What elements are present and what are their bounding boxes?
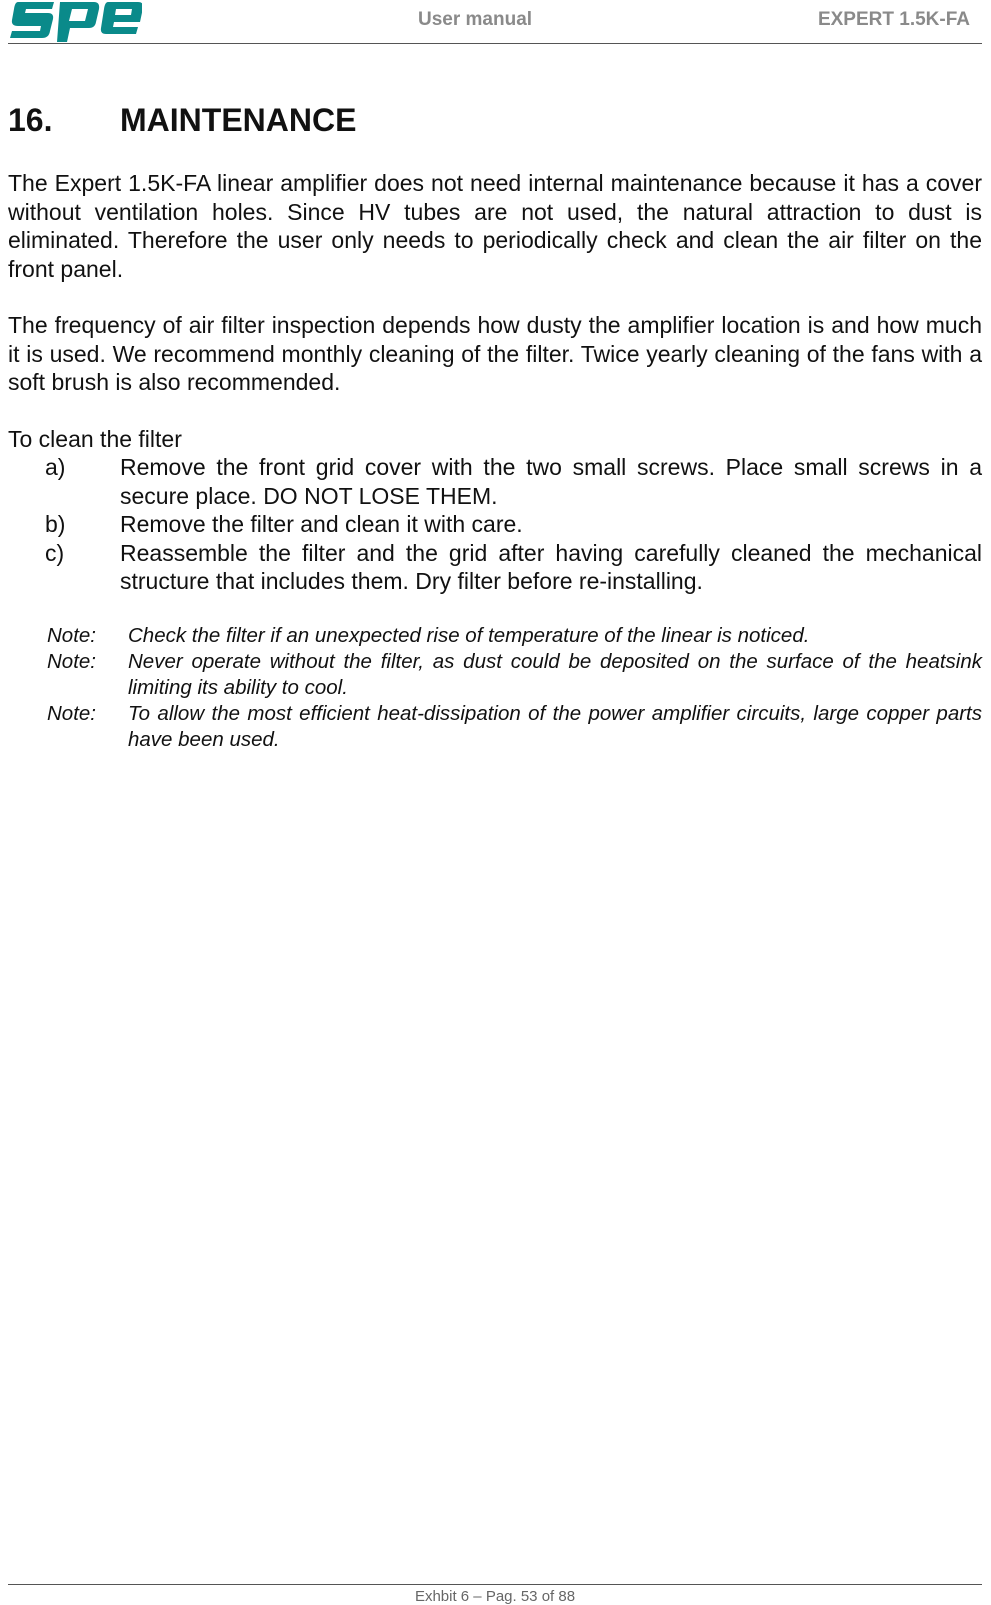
header-title: User manual — [418, 9, 533, 30]
notes-block — [8, 623, 982, 753]
page-content — [8, 98, 982, 753]
note-label: Note: — [47, 649, 96, 673]
note-item — [8, 701, 982, 753]
paragraph-intro: The Expert 1.5K-FA linear amplifier does not need internal maintenance because it has a cover without ventilation holes. Since HV tubes are not used, the natural attraction to dust is eliminated. Therefore the user only needs to periodically check and clean the air filter on the front panel. — [8, 170, 982, 282]
step-marker: a) — [45, 454, 66, 480]
step-text: Remove the filter and clean it with care. — [120, 511, 523, 537]
section-title: MAINTENANCE — [120, 102, 357, 138]
note-item — [8, 649, 982, 701]
section-number: 16. — [8, 102, 53, 138]
note-text: To allow the most efficient heat-dissipation of the power amplifier circuits, large copper parts have been used. — [128, 701, 982, 751]
list-item — [8, 510, 982, 539]
note-label: Note: — [47, 701, 96, 725]
list-item — [8, 453, 982, 510]
page-header — [8, 0, 982, 44]
step-marker: b) — [45, 511, 66, 537]
footer-page-number: Exhbit 6 – Pag. 53 of 88 — [414, 1588, 576, 1605]
note-text: Never operate without the filter, as dust could be deposited on the surface of the heatsink limiting its ability to cool. — [128, 649, 982, 699]
step-marker: c) — [45, 539, 65, 566]
step-text: Remove the front grid cover with the two small screws. Place small screws in a secure place. DO NOT LOSE THEM. — [120, 454, 982, 509]
spe-logo — [10, 0, 142, 42]
step-text: Reassemble the filter and the grid after having carefully cleaned the mechanical structure that includes them. Dry filter before re-installing. — [120, 539, 982, 594]
paragraph-clean-filter: To clean the filter — [8, 425, 182, 452]
paragraph-frequency: The frequency of air filter inspection depends how dusty the amplifier location is and how much it is used. We recommend monthly cleaning of the filter. Twice yearly cleaning of the fans with a soft brush is also recommended. — [8, 312, 982, 395]
note-text: Check the filter if an unexpected rise of temperature of the linear is noticed. — [128, 623, 810, 647]
page-footer — [8, 1584, 982, 1605]
note-item — [8, 623, 982, 649]
list-item — [8, 539, 982, 596]
header-model: EXPERT 1.5K-FA — [817, 9, 970, 30]
note-label: Note: — [47, 623, 96, 647]
section-heading — [8, 98, 982, 142]
steps-list — [8, 453, 982, 596]
